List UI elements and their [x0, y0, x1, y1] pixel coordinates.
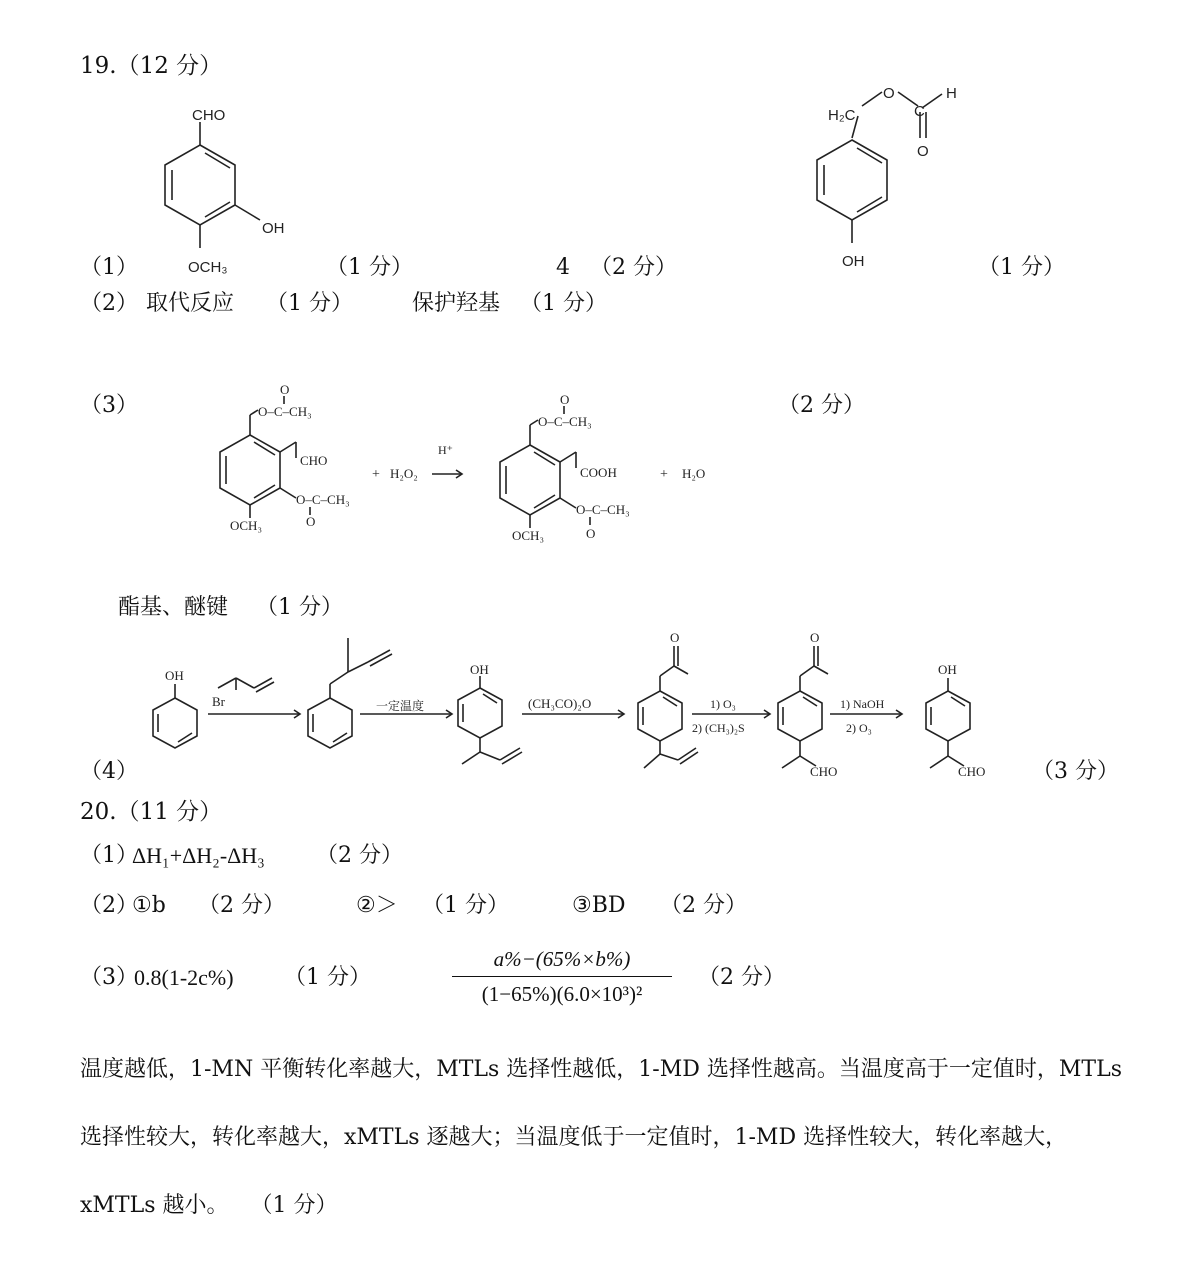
h2c-label: H₂C	[828, 107, 856, 124]
reaction-equation-oxidation	[200, 380, 720, 555]
oh-label-b: OH	[842, 253, 865, 270]
product-ester-top: O–C–CH₃	[538, 414, 592, 429]
reactant-ester-top: O–C–CH₃	[258, 404, 312, 419]
reactant-o-low: O	[306, 514, 316, 529]
aldehyde-cho-5: CHO	[958, 764, 986, 779]
equilibrium-constant-fraction	[452, 944, 672, 1009]
ester-o-4: O	[810, 630, 820, 645]
q19-p2-label: （2）	[80, 291, 138, 316]
final-oh: OH	[938, 662, 957, 677]
fraction-denominator: (1−65%)(6.0×10³)²	[481, 982, 643, 1006]
synthesis-route	[140, 628, 1040, 788]
plus-sign-2: +	[660, 467, 668, 482]
q19-p1-score-b: （2 分）	[590, 255, 677, 280]
q19-p2-purpose: 保护羟基	[412, 291, 501, 316]
ester-o-label: O	[883, 85, 895, 102]
cho-label: CHO	[192, 107, 226, 124]
q20-p2-score-b: （1 分）	[422, 893, 509, 918]
q20-heading: 20.（11 分）	[80, 799, 223, 825]
reactant-cho: CHO	[300, 453, 328, 468]
q19-p2-reaction-type: 取代反应	[146, 291, 235, 316]
q19-p2-score-a: （1 分）	[266, 291, 353, 316]
q20-p2-answer-c: ③BD	[572, 893, 626, 918]
q20-p1-label: （1）	[80, 843, 138, 868]
oh-label: OH	[262, 220, 285, 237]
q19-heading: 19.（12 分）	[80, 53, 223, 79]
product-o-low: O	[586, 526, 596, 541]
reactant-ester-low: O–C–CH₃	[296, 492, 350, 507]
step-hydrolysis-b: 2) O₃	[846, 721, 872, 735]
q19-p3-functional-groups: 酯基、醚键	[118, 595, 229, 620]
reactant-och3: OCH₃	[230, 518, 262, 533]
product-o-top: O	[560, 392, 570, 407]
q20-p3-label: （3）	[80, 965, 138, 990]
plus-sign-1: +	[372, 467, 380, 482]
q19-p2-score-b: （1 分）	[520, 291, 607, 316]
structure-benzyl-formate	[800, 78, 1000, 278]
q19-p1-label: （1）	[80, 255, 138, 280]
h2o-label: H₂O	[682, 466, 706, 481]
q19-p3-label: （3）	[80, 393, 138, 418]
product-och3: OCH₃	[512, 528, 544, 543]
carbonyl-c-label: C	[914, 103, 925, 120]
carbonyl-o-label: O	[917, 143, 929, 160]
reactant-o-top: O	[280, 382, 290, 397]
fraction-bar	[452, 976, 672, 977]
q20-p3-score-b: （2 分）	[698, 965, 785, 990]
q20-p2-label: （2）	[80, 893, 138, 918]
step-hydrolysis-a: 1) NaOH	[840, 697, 885, 711]
cond-heat: 一定温度	[376, 699, 425, 713]
reagent-acetic-anhydride: (CH₃CO)₂O	[528, 696, 592, 711]
q20-explanation-text: 温度越低，1-MN 平衡转化率越大，MTLs 选择性越低，1-MD 选择性越高。当温度高于一定值时，MTLs 选择性较大，转化率越大，xMTLs 逐越大；当温度低于一定值时，1-MD 选择性较大，转化率越大，xMTLs 越小。	[80, 1057, 1122, 1218]
step-ozonolysis-a: 1) O₃	[710, 697, 736, 711]
q20-p2-score-c: （2 分）	[660, 893, 747, 918]
q20-p1-score: （2 分）	[316, 843, 403, 868]
q20-p3-score-a: （1 分）	[284, 965, 371, 990]
h2o2-label: H₂O₂	[390, 466, 418, 481]
aldehyde-cho-4: CHO	[810, 764, 838, 779]
q20-p2-answer-a: ①b	[132, 893, 166, 918]
fraction-numerator: a%−(65%×b%)	[493, 947, 631, 971]
product-ester-low: O–C–CH₃	[576, 502, 630, 517]
q20-explanation	[80, 1036, 1140, 1240]
ester-o-3: O	[670, 630, 680, 645]
q19-p1-isomer-count: 4	[556, 255, 570, 280]
q20-p2-score-a: （2 分）	[198, 893, 285, 918]
q19-p1-score-a: （1 分）	[326, 255, 413, 280]
q19-p4-score: （3 分）	[1032, 759, 1119, 784]
q20-explanation-score: （1 分）	[250, 1193, 338, 1218]
product-cooh: COOH	[580, 465, 617, 480]
catalyst-h-plus: H⁺	[438, 443, 453, 457]
step-ozonolysis-b: 2) (CH₃)₂S	[692, 721, 745, 735]
och3-label: OCH₃	[188, 259, 228, 276]
q19-p3-groups-score: （1 分）	[256, 595, 343, 620]
intermediate-oh: OH	[470, 662, 489, 677]
structure-4-hydroxy-aldehyde	[150, 100, 320, 280]
q20-p2-answer-b: ②＞	[356, 893, 398, 918]
formyl-h-label: H	[946, 85, 957, 102]
phenol-oh: OH	[165, 668, 184, 683]
q20-p3-expression: 0.8(1-2c%)	[134, 965, 234, 990]
q19-p1-score-c: （1 分）	[978, 255, 1065, 280]
q19-p3-score: （2 分）	[778, 393, 865, 418]
reagent-br: Br	[212, 694, 225, 709]
q19-p4-label: （4）	[80, 759, 138, 784]
q20-p1-expression: ΔH₁+ΔH₂-ΔH₃	[132, 843, 265, 868]
